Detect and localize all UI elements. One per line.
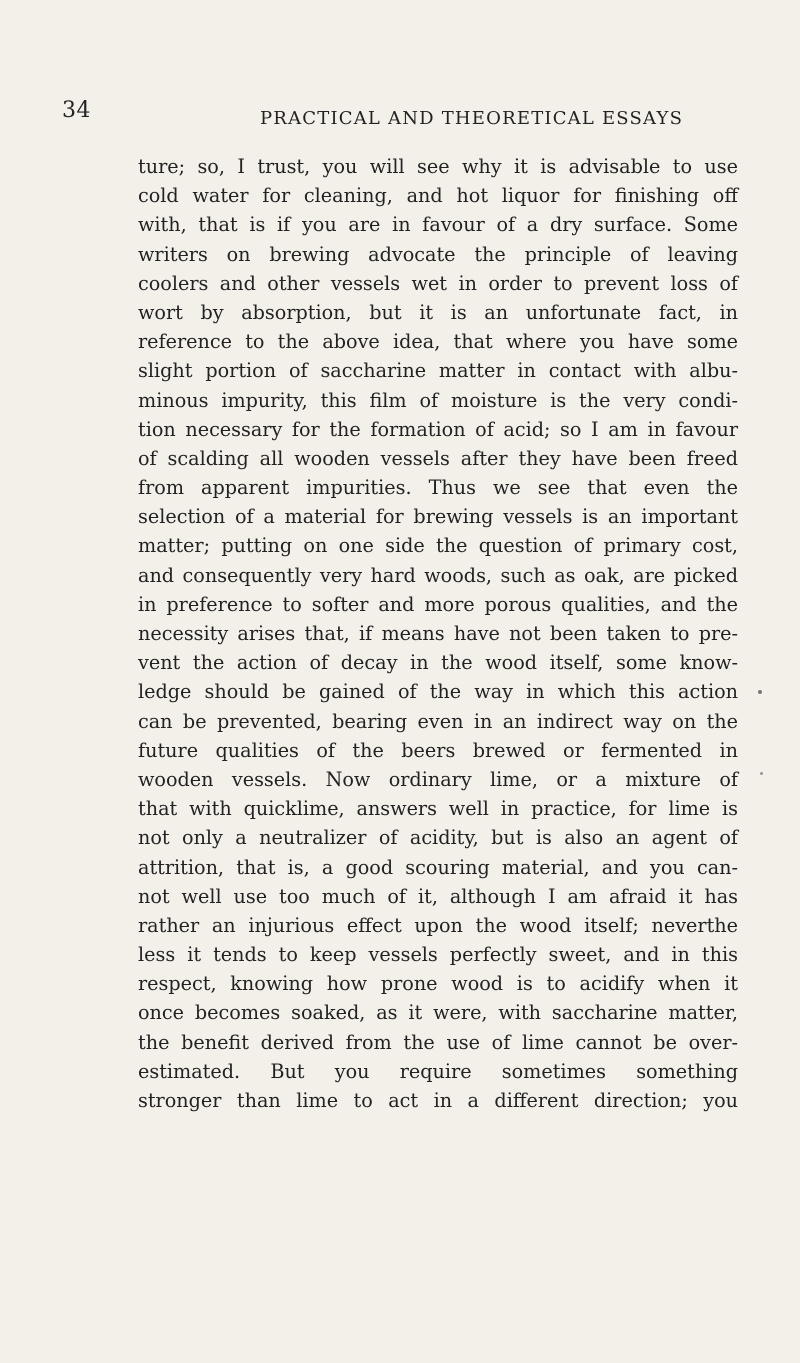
text-line: cold water for cleaning, and hot liquor for finishing off xyxy=(138,184,738,208)
text-line: minous impurity, this film of moisture is the very condi- xyxy=(138,388,738,412)
text-line: once becomes soaked, as it were, with saccharine matter, xyxy=(138,1001,738,1025)
text-line: future qualities of the beers brewed or fermented in xyxy=(138,738,738,762)
text-line: with, that is if you are in favour of a dry surface. Some xyxy=(138,213,738,237)
text-line: not well use too much of it, although I am afraid it has xyxy=(138,884,738,908)
margin-mark xyxy=(758,690,762,694)
text-line: the benefit derived from the use of lime cannot be over- xyxy=(138,1030,738,1054)
page-number: 34 xyxy=(62,98,91,123)
text-line: wort by absorption, but it is an unfortunate fact, in xyxy=(138,300,738,324)
text-line: necessity arises that, if means have not been taken to pre- xyxy=(138,622,738,645)
text-line: estimated. But you require sometimes something xyxy=(138,1059,738,1083)
text-line: writers on brewing advocate the principle of leaving xyxy=(138,242,738,266)
text-line: ture; so, I trust, you will see why it is advisable to use xyxy=(138,155,738,178)
text-line: tion necessary for the formation of acid; so I am in favour xyxy=(138,417,738,441)
text-line: in preference to softer and more porous qualities, and the xyxy=(138,592,738,616)
text-line: selection of a material for brewing vessels is an important xyxy=(138,505,738,529)
text-line: less it tends to keep vessels perfectly sweet, and in this xyxy=(138,943,738,967)
text-line: slight portion of saccharine matter in contact with albu- xyxy=(138,359,738,383)
text-line: and consequently very hard woods, such as oak, are picked xyxy=(138,563,738,587)
text-line: respect, knowing how prone wood is to acidify when it xyxy=(138,972,738,996)
text-line: wooden vessels. Now ordinary lime, or a mixture of xyxy=(138,767,738,791)
text-line: not only a neutralizer of acidity, but is also an agent of xyxy=(138,826,738,850)
text-line: reference to the above idea, that where you have some xyxy=(138,330,738,354)
text-line: can be prevented, bearing even in an indirect way on the xyxy=(138,709,738,733)
running-title: PRACTICAL AND THEORETICAL ESSAYS xyxy=(260,108,684,129)
text-line: matter; putting on one side the question of primary cost, xyxy=(138,534,738,558)
text-line: attrition, that is, a good scouring material, and you can- xyxy=(138,855,738,879)
text-line: that with quicklime, answers well in practice, for lime is xyxy=(138,797,738,821)
text-line: stronger than lime to act in a different direction; you xyxy=(138,1089,738,1112)
text-line: coolers and other vessels wet in order to prevent loss of xyxy=(138,271,738,295)
text-line: of scalding all wooden vessels after they have been freed xyxy=(138,446,738,470)
body-text xyxy=(138,152,738,1115)
running-head xyxy=(0,98,800,138)
text-line: ledge should be gained of the way in which this action xyxy=(138,680,738,704)
text-line: from apparent impurities. Thus we see that even the xyxy=(138,476,738,500)
margin-mark xyxy=(760,772,763,775)
text-line: vent the action of decay in the wood itself, some know- xyxy=(138,651,738,675)
text-line: rather an injurious effect upon the wood itself; neverthe xyxy=(138,913,738,937)
